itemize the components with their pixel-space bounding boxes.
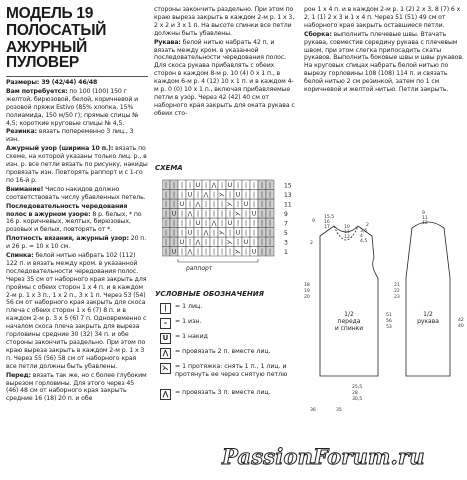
dimension-label: 19 [304,289,310,294]
column-1 [6,6,148,404]
attention-text: Число накидов должно соответствовать числу убавленных петель. [6,185,146,201]
chart-symbol: | [196,210,200,218]
front [6,372,148,404]
chart-symbol: | [188,220,192,227]
dimension-label: 16 [324,220,330,225]
chart-symbol: | [188,182,192,189]
chart-symbol: | [236,182,240,189]
legend-text: = провязать 3 п. вместе лиц. [175,389,271,396]
sizes-text: Размеры: 39 (42/44) 46/48 [6,79,98,86]
chart-symbol: | [260,210,264,218]
chart-symbol: | [204,220,208,227]
dimension-label: 4 [360,234,363,239]
chart-symbol: | [196,229,200,237]
chart-symbol: | [164,201,168,208]
materials-label: Вам потребуется: [6,87,68,95]
chart-symbol: | [268,191,272,199]
chart-symbol: | [244,220,248,227]
dimension-label: 25,5 [352,385,363,390]
chart-symbol: | [172,220,176,227]
dimension-label: 53 [386,325,392,330]
legend-symbol: U [160,333,171,344]
legend-row [160,303,305,314]
legend-row [160,333,305,344]
chart-symbol: | [228,210,232,218]
chart-symbol: | [172,191,176,199]
chart-symbol: | [220,220,224,227]
chart-row-number: 5 [284,230,288,237]
front-text: вязать так же, но с более глубоким вырезом горловины. Для этого через 45 (46) 48 см от наборного края закрыть средние 16 (18) 20 п. и обе [6,371,147,403]
dimension-label: 35 [336,408,342,413]
attention-label: Внимание! [6,185,44,193]
elastic [6,128,148,144]
openwork [6,145,148,185]
chart-symbol: | [212,201,216,208]
chart-symbol: | [220,239,224,246]
chart-symbol: | [260,191,264,199]
chart-symbol: | [268,239,272,246]
chart-symbol: | [228,191,232,199]
title-line-2: ПОЛОСАТЫЙ [6,22,107,39]
legend-row [160,318,305,329]
watermark: PassionForum.ru [222,444,425,469]
chart-symbol: U [235,191,241,199]
chart-symbol: ⋀ [211,182,217,189]
rapport-bracket [178,259,258,262]
dimension-label: 12 [422,221,428,226]
chart-symbol: ⋀ [203,191,209,199]
dimension-label: 36 [310,408,316,413]
chart-symbol: U [227,220,233,227]
chart-symbol: | [244,248,248,256]
openwork-label: Ажурный узор (ширина 10 п.): [6,145,114,153]
front-label-1: 1/2 [344,311,354,318]
chart-symbol: ⋀ [187,210,193,218]
chart-symbol: | [204,182,208,189]
column-3 [304,6,464,95]
legend-text: = 1 изн. [175,318,202,325]
sleeves-continued: рон 1 х 4 п. и в каждом 2-м р. 1 (2) 2 х 3, 8 (7) 6 х 2, 1 (1) 2 х 3 и 1 х 4 п. Через 51 (51) 49 см от наборного края закрыть оставшиеся петли. [304,6,461,29]
sleeves-text: белой нитью набрать 42 п. и вязать между кром. в указанной последовательности чередования полос. Для скоса рукава прибавлять с обеих сторон в каждом 8-м р. 10 (4) 0 х 1 п., в каждом 6-м р. 4 (12) 10 х 1 п. и в каждом 4-м р. 0 (0) 10 х 1 п., включая прибавляемые петли в узор. Через 42 (42) 40 см от наборного края закрыть для оката рукава с обеих сто- [154,38,295,117]
chart-symbol: U [195,220,201,227]
dimension-label: 10 [344,225,350,230]
chart-symbol: | [236,220,240,227]
chart-symbol: | [260,182,264,189]
title-line-3: АЖУРНЫЙ ПУЛОВЕР [6,39,87,71]
divider [6,76,148,77]
dimension-label: 2 [310,241,313,246]
chart-symbol: | [172,229,176,237]
chart-symbol: | [180,182,184,189]
rapport-label: раппорт [186,265,213,272]
density-label: Плотность вязания, ажурный узор: [6,235,129,243]
chart-symbol: ⋀ [211,220,217,227]
chart-symbol: | [164,210,168,218]
chart-symbol: U [251,210,257,218]
chart-symbol: | [164,182,168,189]
chart-row-number: 11 [284,201,292,209]
dimension-label: 22 [394,289,400,294]
dimension-label: 28 [352,391,358,396]
assembly-label: Сборка: [304,30,332,38]
chart-symbol: U [179,201,185,208]
chart-symbol: | [236,201,240,208]
chart-symbol: | [252,229,256,237]
chart-symbol: | [220,210,224,218]
sequence [6,203,148,235]
legend-row [160,389,305,400]
chart-symbol: | [268,220,272,227]
chart-symbol: | [244,229,248,237]
chart-symbol: | [220,182,224,189]
chart-symbol: | [172,239,176,246]
legend-symbol: ⋋ [160,363,171,374]
chart-symbol: | [228,248,232,256]
back-text: белой нитью набрать 102 (112) 122 п. и вязать между кром. в указанной последовательности чередования полос. Через 35 см от наборного края закрыть для проймы с обеих сторон 1 х 4 п. и в каждом 2-м р. 1 х 3 п., 1 х 2 п., 3 х 1 п. Через 53 (54) 56 см от наборного края закрыть для скоса плеча с обеих сторон 1 х 6 (7) 8 п. и в каждом 2-м р. 3 х 5 (6) 7 п. Одновременно с началом скоса плеча закрыть для выреза горловины средние 30 (32) 34 п. и обе стороны закончить раздельно. При этом по краю выреза закрыть в каждом 2-м р. 1 х 3 п. Через 55 (56) 58 см от наборного края все петли должны быть убавлены. [6,252,147,370]
chart-symbol: ⋀ [203,229,209,237]
chart-symbol: | [180,210,184,218]
dimension-label: 2 [366,223,369,228]
front-back-piece [320,226,378,376]
legend-text: = 1 накид [175,333,208,340]
chart-symbol: | [196,191,200,199]
chart-symbol: | [164,229,168,237]
chart-symbol: | [180,191,184,199]
chart-symbol: | [244,191,248,199]
attention [6,186,148,202]
chart-row-number: 1 [284,249,288,256]
legend-row [160,363,305,378]
knitting-chart [162,176,298,264]
chart-symbol: | [252,201,256,208]
chart-symbol: U [187,191,193,199]
chart-symbol: | [164,191,168,199]
chart-symbol: | [212,239,216,246]
chart-symbol: | [244,182,248,189]
dimension-label: 23 [394,295,400,300]
chart-symbol: | [188,239,192,246]
chart-symbol: | [180,248,184,256]
chart-symbol: ⋋ [227,239,233,246]
chart-symbol: ⋀ [195,239,201,246]
dimension-label: 9 [422,211,425,216]
chart-symbol: ⋋ [227,201,233,208]
elastic-label: Резинка: [6,128,37,136]
density [6,235,148,251]
chart-symbol: | [268,210,272,218]
chart-symbol: ⋀ [195,201,201,208]
chart-symbol: U [243,201,249,208]
sleeves-label: Рукава: [154,38,181,46]
sleeve-piece [406,222,450,376]
dimension-label: 4,5 [360,239,368,244]
chart-symbol: | [180,220,184,227]
chart-row-number: 13 [284,192,292,199]
chart-symbol: | [196,248,200,256]
chart-symbol: U [251,248,257,256]
sequence-label: Последовательность чередования полос в ажурном узоре: [6,202,128,218]
chart-symbol: | [252,191,256,199]
chart-symbol: ⋀ [187,248,193,256]
chart-symbol: | [252,182,256,189]
legend-symbol: | [160,303,171,314]
chart-symbol: | [212,191,216,199]
legend-text: = 1 лиц. [175,303,203,310]
assembly [304,31,464,94]
back-label: Спинка: [6,252,34,260]
chart-symbol: | [268,229,272,237]
chart-symbol: | [164,220,168,227]
chart-symbol: U [171,210,177,218]
legend-symbol: – [160,318,171,329]
schema-title: СХЕМА [155,164,183,172]
chart-symbol: | [172,201,176,208]
legend-text: = 1 протяжка: снять 1 п., 1 лиц. и протянуть ее через снятую петлю [175,363,288,378]
chart-symbol: | [268,182,272,189]
sizes [6,79,148,87]
sequence-text: 8 р. белых, * по 16 р. коричневых, желтых, бирюзовых, розовых и белых, повторять от *. [6,210,142,234]
legend-row [160,348,305,359]
chart-row-number: 3 [284,239,288,247]
sleeve-label-2: рукава [417,318,439,325]
chart-symbol: | [204,210,208,218]
elastic-text: вязать попеременно 3 лиц., 3 изн. [6,128,134,144]
sleeves [154,39,297,118]
chart-row-number: 15 [284,182,292,190]
chart-symbol: | [204,248,208,256]
chart-symbol: ⋋ [219,229,225,237]
chart-symbol: U [171,248,177,256]
title-line-1: МОДЕЛЬ 19 [6,5,94,22]
chart-symbol: ⋋ [219,191,225,199]
legend-text: = провязать 2 п. вместе лиц. [175,348,271,355]
dimension-label: 21 [394,283,400,288]
dimension-label: 51 [386,313,392,318]
chart-symbol: ⋋ [235,248,241,256]
chart-symbol: | [212,210,216,218]
density-text: 20 п. и 26 р. = 10 х 10 см. [6,235,147,251]
chart-symbol: | [252,239,256,246]
column-2 [154,6,297,119]
chart-symbol: U [227,182,233,189]
front-label-3: и спинки [334,325,364,332]
openwork-text: вязать по схеме, на которой указаны только лиц. р., в изн. р. все петли вязать по рисунку, накиды провязать изн. Повторять раппорт и с 1-го по 16-й р. [6,145,148,184]
dimension-label: 17 [324,225,330,230]
dimension-label: 9 [312,219,315,224]
dimension-label: 11 [422,216,428,221]
dimension-label: 3,5 [360,229,368,234]
chart-symbol: | [164,239,168,246]
dimension-label: 30,5 [352,397,363,402]
chart-symbol: | [212,229,216,237]
chart-symbol: U [235,229,241,237]
dimension-label: 20 [304,295,310,300]
chart-symbol: | [268,201,272,208]
chart-row-number: 7 [284,220,288,228]
dimension-label: 56 [386,319,392,324]
assembly-text: выполнить плечевые швы. Втачать рукава, совместив середину рукава с плечевым швом, при этом слегка припосадить скаты рукавов. Выполнить боковые швы и швы рукавов. На круговых спицах набрать белой нитью по вырезу горловины 108 (108) 114 п. и связать белой нитью 2 см резинкой, затем по 1 см коричневой и желтой нитью. Петли закрыть. [304,30,464,94]
chart-row-number: 9 [284,211,288,218]
materials [6,88,148,128]
chart-symbol: | [172,182,176,189]
dimension-label: 40 [458,324,464,329]
chart-symbol: | [212,248,216,256]
chart-symbol: | [220,248,224,256]
chart-symbol: | [204,239,208,246]
dimension-label: 42 [458,318,464,323]
chart-symbol: | [204,201,208,208]
chart-symbol: ⋋ [235,210,241,218]
chart-symbol: U [187,229,193,237]
chart-symbol: U [195,182,201,189]
sleeve-label-1: 1/2 [423,311,433,318]
dimension-label: 15,5 [324,215,335,220]
chart-symbol: | [260,239,264,246]
chart-symbol: U [179,239,185,246]
legend-title: УСЛОВНЫЕ ОБОЗНАЧЕНИЯ [155,290,264,298]
front-continued: стороны закончить раздельно. При этом по краю выреза закрыть в каждом 2-м р. 1 х 3, 2 х 2 и 3 х 1 п. На высоте спинки все петли должны быть убавлены. [154,6,295,37]
chart-symbol: | [180,229,184,237]
dimension-label: 12 [344,235,350,240]
chart-symbol: | [164,248,168,256]
chart-symbol: | [188,201,192,208]
chart-symbol: | [220,201,224,208]
back [6,252,148,371]
chart-symbol: | [244,210,248,218]
chart-symbol: | [260,229,264,237]
chart-symbol: | [260,201,264,208]
chart-symbol: | [260,248,264,256]
legend-symbol: ⋀ [160,389,171,400]
materials-text: по 100 (100) 150 г желтой, бирюзовой, белой, коричневой и розовой пряжи Estivo (85% хлопка, 15% полиамида, 150 м/50 г); прямые спицы № 4,5; короткие круговые спицы № 4,5. [6,87,139,127]
dimension-label: 18 [304,283,310,288]
pattern-diagram [300,206,464,446]
chart-grid [162,176,298,264]
front-label-2: переда [337,318,361,325]
dimension-label: 11 [344,230,350,235]
chart-symbol: | [260,220,264,227]
chart-symbol: U [243,239,249,246]
chart-symbol: | [268,248,272,256]
legend-symbol: ⋀ [160,348,171,359]
chart-symbol: | [252,220,256,227]
chart-symbol: | [236,239,240,246]
front-label: Перед: [6,371,31,379]
chart-symbol: | [228,229,232,237]
